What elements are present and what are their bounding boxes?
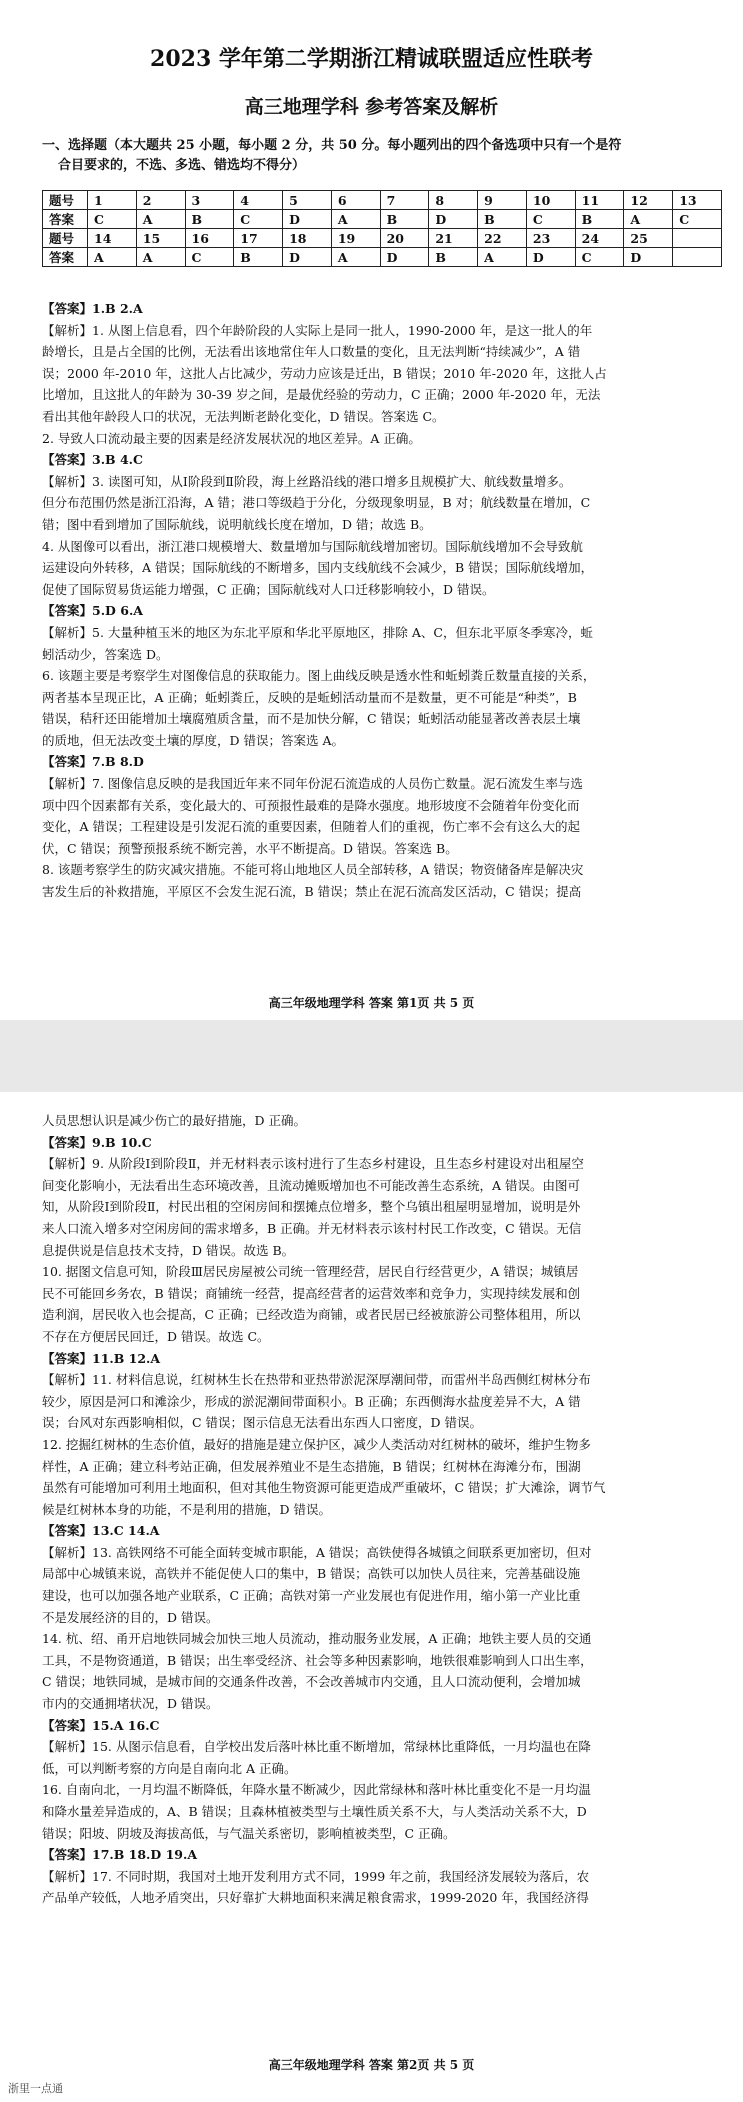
text-line: 害发生后的补救措施，平原区不会发生泥石流，B 错误；禁止在泥石流高发区活动，C 错误；提高 [42, 884, 582, 900]
answer-table-cell: A [136, 210, 185, 229]
answer-table-cell: 14 [88, 229, 137, 248]
answer-table-cell: 12 [624, 191, 673, 210]
answer-table-cell: 13 [673, 191, 722, 210]
answer-table-cell: 7 [380, 191, 429, 210]
text-line: 4. 从图像可以看出，浙江港口规模增大、数量增加与国际航线增加密切。国际航线增加不会导致航 [42, 538, 583, 554]
answer-table-cell: 4 [234, 191, 283, 210]
text-line: 【解析】9. 从阶段Ⅰ到阶段Ⅱ，并无材料表示该村进行了生态乡村建设，且生态乡村建设对出租屋空 [42, 1156, 584, 1172]
answer-table-cell: B [478, 210, 527, 229]
text-line: 14. 杭、绍、甬开启地铁同城会加快三地人员流动，推动服务业发展，A 正确；地铁主要人员的交通 [42, 1631, 592, 1647]
text-line: 10. 据图文信息可知，阶段Ⅲ居民房屋被公司统一管理经营，居民自行经营更少，A 错误；城镇居 [42, 1264, 579, 1280]
section-heading-line: 合目要求的，不选、多选、错选均不得分） [58, 158, 306, 173]
answer-table-cell: D [283, 248, 332, 267]
text-line: 低，可以判断考察的方向是自南向北 A 正确。 [42, 1760, 297, 1776]
answer-table-cell: 2 [136, 191, 185, 210]
text-line: 【解析】11. 材料信息说，红树林生长在热带和亚热带淤泥深厚潮间带，而雷州半岛西侧红树林分布 [42, 1372, 591, 1388]
answer-table-cell: D [380, 248, 429, 267]
answer-table-label: 题号 [43, 191, 88, 210]
text-line: 的质地，但无法改变土壤的厚度，D 错误；答案选 A。 [42, 732, 344, 748]
text-line: 来人口流入增多对空闲房间的需求增多，B 正确。并无材料表示该村村民工作改变，C 错误。无信 [42, 1220, 582, 1236]
section-heading [42, 136, 722, 176]
answer-table-cell: C [526, 210, 575, 229]
answer-table-cell: 18 [283, 229, 332, 248]
text-line: 2. 导致人口流动最主要的因素是经济发展状况的地区差异。A 正确。 [42, 430, 421, 446]
answer-table-cell: 3 [185, 191, 234, 210]
answer-table-cell: 23 [526, 229, 575, 248]
text-line: C 错误；地铁同城，是城市间的交通条件改善，不会改善城市内交通，且人口流动便利，会增加城 [42, 1674, 581, 1690]
answer-table-cell: 25 [624, 229, 673, 248]
text-line: 【答案】1.B 2.A [42, 301, 143, 316]
text-line: 样性，A 正确；建立科考站正确，但发展养殖业不是生态措施，B 错误；红树林在海滩分布，围湖 [42, 1458, 581, 1474]
answer-table-cell: 24 [575, 229, 624, 248]
answer-table [42, 190, 722, 267]
text-line: 建设，也可以加强各地产业联系，C 正确；高铁对第一产业发展也有促进作用，缩小第一产业比重 [42, 1588, 581, 1604]
text-line: 变化，A 错误；工程建设是引发泥石流的重要因素，但随着人们的重视，伤亡率不会有这么大的起 [42, 819, 581, 835]
answer-table-label: 答案 [43, 248, 88, 267]
answer-table-cell: 9 [478, 191, 527, 210]
answer-table-label: 答案 [43, 210, 88, 229]
answer-table-cell [673, 229, 722, 248]
text-line: 市内的交通拥堵状况，D 错误。 [42, 1696, 219, 1712]
text-line: 【解析】3. 读图可知，从Ⅰ阶段到Ⅱ阶段，海上丝路沿线的港口增多且规模扩大、航线数量增多。 [42, 473, 572, 489]
answer-table-cell: A [478, 248, 527, 267]
text-line: 但分布范围仍然是浙江沿海，A 错；港口等级趋于分化，分级现象明显，B 对；航线数量在增加，C [42, 495, 591, 511]
text-line: 【答案】11.B 12.A [42, 1350, 161, 1366]
answer-table-cell: 1 [88, 191, 137, 210]
answer-table-cell: B [234, 248, 283, 267]
answer-table-cell: 22 [478, 229, 527, 248]
answer-table-cell: C [185, 248, 234, 267]
text-line: 人员思想认识是减少伤亡的最好措施，D 正确。 [42, 1113, 306, 1128]
text-line: 较少，原因是河口和滩涂少，形成的淤泥潮间带面积小。B 正确；东西侧海水盐度差异不大，A 错 [42, 1393, 581, 1409]
text-line: 伏，C 错误；预警预报系统不断完善，水平不断提高。D 错误。答案选 B。 [42, 840, 458, 856]
text-line: 错误，秸秆还田能增加土壤腐殖质含量，而不是加快分解，C 错误；蚯蚓活动能显著改善表层土壤 [42, 711, 581, 727]
text-line: 知，从阶段Ⅰ到阶段Ⅱ，村民出租的空闲房间和摆摊点位增多，整个乌镇出租屋明显增加，说明是外 [42, 1199, 581, 1215]
answer-table-cell: A [331, 210, 380, 229]
text-line: 龄增长，且是占全国的比例，无法看出该地常住年人口数量的变化，且无法判断“持续减少”，A 错 [42, 344, 581, 360]
answer-table-cell: 6 [331, 191, 380, 210]
text-line: 虽然有可能增加可利用土地面积，但对其他生物资源可能更造成严重破坏，C 错误；扩大滩涂，调节气 [42, 1480, 606, 1496]
answer-table-cell: B [380, 210, 429, 229]
answer-table-row [43, 191, 722, 210]
text-line: 【解析】13. 高铁网络不可能全面转变城市职能，A 错误；高铁使得各城镇之间联系更加密切，但对 [42, 1544, 592, 1560]
answer-table-label: 题号 [43, 229, 88, 248]
text-line: 比增加，且这批人的年龄为 30-39 岁之间，是最优经验的劳动力，C 正确；2000 年-2020 年，无法 [42, 387, 601, 403]
answer-table-cell: C [673, 210, 722, 229]
text-line: 12. 挖掘红树林的生态价值，最好的措施是建立保护区，减少人类活动对红树林的破坏，维护生物多 [42, 1436, 591, 1452]
text-line: 【答案】9.B 10.C [42, 1134, 152, 1150]
text-line: 和降水量差异造成的，A、B 错误；且森林植被类型与土壤性质关系不大，与人类活动关系不大，D [42, 1804, 587, 1819]
document-title: 2023 学年第二学期浙江精诚联盟适应性联考 [150, 46, 593, 72]
text-line: 误；2000 年-2010 年，这批人占比减少，劳动力应该是迁出，B 错误；2010 年-2020 年，这批人占 [42, 365, 607, 381]
answer-table-cell: 19 [331, 229, 380, 248]
answer-table-cell: A [136, 248, 185, 267]
section-heading-line: 一、选择题（本大题共 25 小题，每小题 2 分，共 50 分。每小题列出的四个备选项中只有一个是符 [42, 138, 622, 153]
text-line: 【答案】13.C 14.A [42, 1523, 160, 1539]
answer-table-cell: 20 [380, 229, 429, 248]
text-line: 不是发展经济的目的，D 错误。 [42, 1609, 219, 1625]
page-footer: 高三年级地理学科 答案 第1页 共 5 页 [268, 996, 475, 1010]
answer-page-1 [0, 0, 743, 1020]
text-line: 看出其他年龄段人口的状况，无法判断老龄化变化，D 错误。答案选 C。 [42, 408, 445, 424]
text-line: 【答案】5.D 6.A [42, 603, 143, 619]
text-line: 蚓活动少，答案选 D。 [42, 646, 169, 662]
text-line: 【答案】15.A 16.C [42, 1717, 160, 1733]
document-subtitle: 高三地理学科 参考答案及解析 [244, 96, 499, 118]
answer-table-cell: C [234, 210, 283, 229]
text-line: 间变化影响小，无法看出生态环境改善，且流动摊贩增加也不可能改善生态系统，A 错误。由图可 [42, 1177, 581, 1193]
text-line: 项中四个因素都有关系，变化最大的、可预报性最难的是降水强度。地形坡度不会随着年份变化而 [42, 797, 580, 813]
answer-page-2 [0, 1092, 743, 2102]
answer-table-row [43, 248, 722, 267]
text-line: 6. 该题主要是考察学生对图像信息的获取能力。图上曲线反映是透水性和蚯蚓粪丘数量直接的关系， [42, 668, 596, 684]
text-line: 候是红树林本身的功能，不是利用的措施，D 错误。 [42, 1501, 331, 1517]
text-line: 产品单产较低，人地矛盾突出，只好靠扩大耕地面积来满足粮食需求，1999-2020 年，我国经济得 [42, 1890, 589, 1906]
answer-table-cell: D [429, 210, 478, 229]
answer-table-cell: 10 [526, 191, 575, 210]
answer-table-cell: A [331, 248, 380, 267]
text-line: 促使了国际贸易货运能力增强，C 正确；国际航线对人口迁移影响较小，D 错误。 [42, 581, 495, 597]
answer-table-row [43, 210, 722, 229]
watermark: 浙里一点通 [8, 2082, 63, 2095]
text-line: 【解析】15. 从图示信息看，自学校出发后落叶林比重不断增加，常绿林比重降低，一月均温也在降 [42, 1739, 591, 1755]
answer-table-cell: 5 [283, 191, 332, 210]
answer-table-cell: C [88, 210, 137, 229]
text-line: 造利润，居民收入也会提高，C 正确；已经改造为商铺，或者民居已经被旅游公司整体租用，所以 [42, 1307, 581, 1323]
text-line: 局部中心城镇来说，高铁并不能促使人口的集中，B 错误；高铁可以加快人员往来，完善基础设施 [42, 1566, 581, 1582]
text-line: 【解析】5. 大量种植玉米的地区为东北平原和华北平原地区，排除 A、C，但东北平原冬季寒冷，蚯 [42, 624, 593, 640]
text-line: 工具，不是物资通道，B 错误；出生率受经济、社会等多种因素影响，地铁很难影响到人口出生率， [42, 1652, 593, 1668]
answer-table-row [43, 229, 722, 248]
answer-table-cell: D [526, 248, 575, 267]
text-line: 【解析】1. 从图上信息看，四个年龄阶段的人实际上是同一批人，1990-2000 年，是这一批人的年 [42, 322, 593, 338]
answer-table-cell: 21 [429, 229, 478, 248]
answer-table-cell: D [283, 210, 332, 229]
answer-table-cell [673, 248, 722, 267]
answer-table-cell: A [88, 248, 137, 267]
answer-table-cell: 15 [136, 229, 185, 248]
answer-table-cell: 11 [575, 191, 624, 210]
answer-table-cell: C [575, 248, 624, 267]
text-line: 【答案】3.B 4.C [42, 452, 143, 468]
text-line: 错误；阳坡、阴坡及海拔高低，与气温关系密切，影响植被类型，C 正确。 [42, 1825, 456, 1841]
answer-table-cell: 17 [234, 229, 283, 248]
text-line: 【答案】17.B 18.D 19.A [42, 1847, 198, 1863]
text-line: 【答案】7.B 8.D [42, 754, 144, 770]
answer-table-cell: B [575, 210, 624, 229]
page-1-explanations [42, 298, 712, 903]
answer-table-cell: 8 [429, 191, 478, 210]
text-line: 民不可能回乡务农，B 错误；商铺统一经营，提高经营者的运营效率和竞争力，实现持续发展和创 [42, 1285, 581, 1301]
text-line: 两者基本呈现正比，A 正确；蚯蚓粪丘，反映的是蚯蚓活动量而不是数量，更不可能是“种类”，B [42, 689, 577, 705]
text-line: 【解析】17. 不同时期，我国对土地开发利用方式不同，1999 年之前，我国经济发展较为落后，农 [42, 1868, 590, 1884]
answer-table-cell: 16 [185, 229, 234, 248]
answer-table-cell: D [624, 248, 673, 267]
text-line: 息提供说是信息技术支持，D 错误。故选 B。 [42, 1242, 295, 1258]
text-line: 错；图中看到增加了国际航线，说明航线长度在增加，D 错；故选 B。 [42, 516, 432, 532]
text-line: 16. 自南向北，一月均温不断降低，年降水量不断减少，因此常绿林和落叶林比重变化不是一月均温 [42, 1782, 591, 1798]
text-line: 8. 该题考察学生的防灾减灾措施。不能可将山地地区人员全部转移，A 错误；物资储备库是解决灾 [42, 862, 584, 878]
text-line: 不存在方便居民回迁，D 错误。故选 C。 [42, 1328, 270, 1344]
text-line: 误；台风对东西影响相似，C 错误；图示信息无法看出东西人口密度，D 错误。 [42, 1415, 483, 1431]
answer-table-cell: B [185, 210, 234, 229]
page-2-explanations [42, 1110, 712, 1909]
page-footer: 高三年级地理学科 答案 第2页 共 5 页 [268, 2058, 475, 2072]
answer-table-cell: B [429, 248, 478, 267]
answer-table-cell: A [624, 210, 673, 229]
text-line: 运建设向外转移，A 错误；国际航线的不断增多，国内支线航线不会减少，B 错误；国际航线增加， [42, 560, 594, 576]
text-line: 【解析】7. 图像信息反映的是我国近年来不同年份泥石流造成的人员伤亡数量。泥石流发生率与选 [42, 776, 583, 792]
